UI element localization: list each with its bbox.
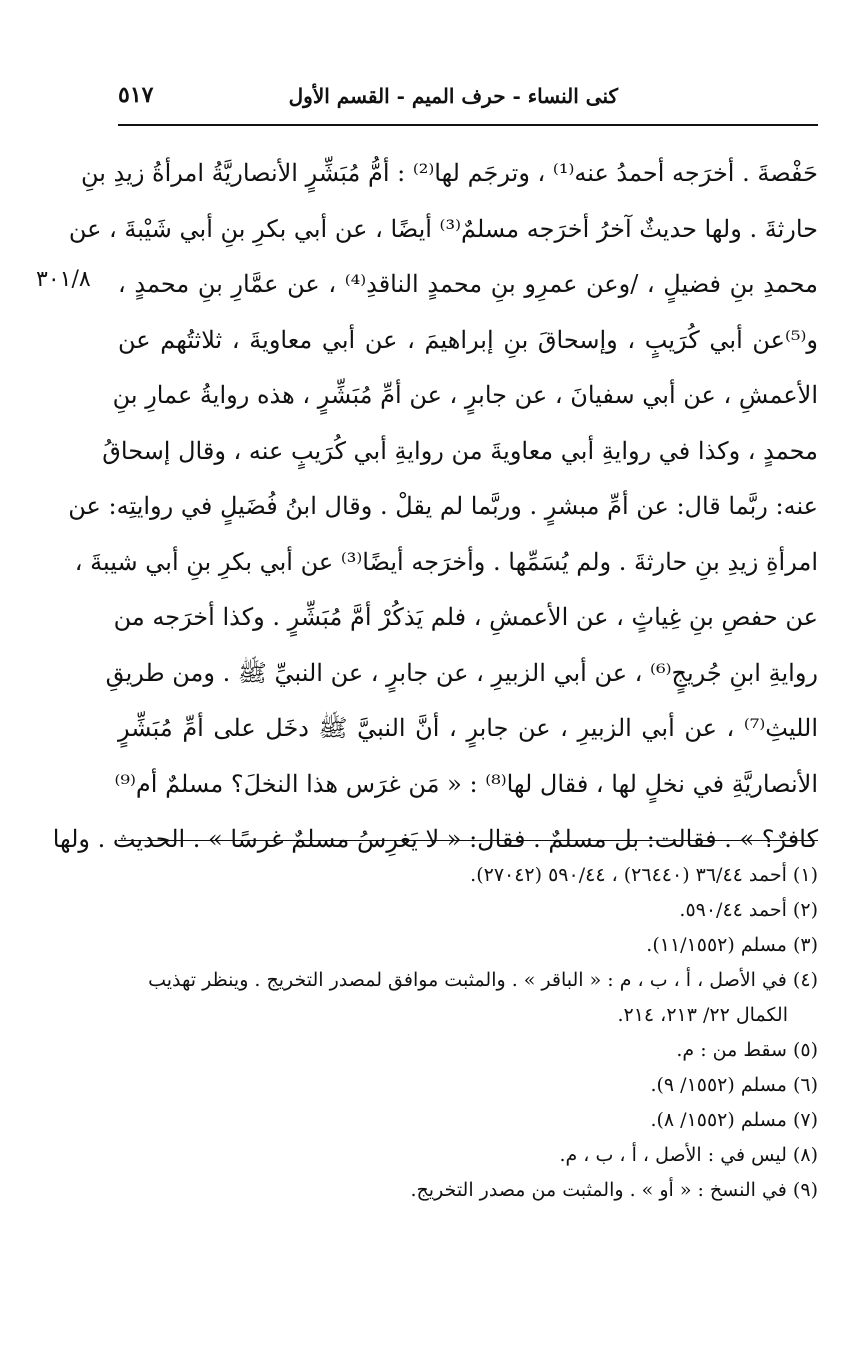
text-line: محمدِ بنِ فضيلٍ ، /وعن عمرِو بنِ محمدٍ الناقدِ⁽⁴⁾ ، عن عمَّارِ بنِ محمدٍ ، — [118, 270, 818, 298]
footnote: (٤) في الأصل ، أ ، ب ، م : « الباقر » . والمثبت موافق لمصدر التخريج . وينظر تهذيب — [148, 969, 818, 991]
text-line: كافرٌ؟ » . فقالت: بل مسلمٌ . فقال: « لا يَغرِسُ مسلمٌ غرسًا » . الحديث . ولها — [52, 825, 818, 853]
footnote: (٩) في النسخ : « أو » . والمثبت من مصدر التخريج. — [410, 1179, 818, 1201]
footnote: (١) أحمد ٣٦/٤٤ (٢٦٤٤٠) ، ٥٩٠/٤٤ (٢٧٠٤٢). — [470, 864, 818, 886]
margin-reference: ٣٠١/٨ — [36, 267, 91, 292]
text-line: عنه: ربَّما قال: عن أمِّ مبشرٍ . وربَّما لم يقلْ . وقال ابنُ فُضَيلٍ في روايتِه: عن — [68, 492, 818, 520]
footnote: (٥) سقط من : م. — [676, 1039, 818, 1061]
text-line: الليثِ⁽⁷⁾ ، عن أبي الزبيرِ ، عن جابرٍ ، أنَّ النبيَّ ﷺ دخَل على أمِّ مُبَشِّرٍ — [118, 714, 818, 742]
footnote-separator — [118, 840, 818, 841]
text-line: الأنصاريَّةِ في نخلٍ لها ، فقال لها⁽⁸⁾ : « مَن غرَس هذا النخلَ؟ مسلمٌ أم⁽⁹⁾ — [114, 769, 818, 798]
page-number: ٥١٧ — [118, 82, 154, 108]
text-line: محمدٍ ، وكذا في روايةِ أبي معاويةَ من روايةِ أبي كُرَيبٍ عنه ، وقال إسحاقُ — [102, 436, 818, 465]
footnotes — [118, 858, 818, 1208]
footnote: (٢) أحمد ٥٩٠/٤٤. — [679, 899, 818, 921]
text-line: و⁽⁵⁾عن أبي كُرَيبٍ ، وإسحاقَ بنِ إبراهيمَ ، عن أبي معاويةَ ، ثلاثتُهم عن — [118, 325, 818, 354]
text-line: الأعمشِ ، عن أبي سفيانَ ، عن جابرٍ ، عن أمِّ مُبَشِّرٍ ، هذه روايةُ عمارِ بنِ — [112, 381, 818, 409]
text-line: حارثةَ . ولها حديثٌ آخرُ أخرَجه مسلمٌ⁽³⁾ أيضًا ، عن أبي بكرِ بنِ أبي شَيْبةَ ، عن — [68, 214, 818, 243]
running-title: كنى النساء - حرف الميم - القسم الأول — [288, 84, 618, 108]
footnote-continuation: الكمال ٢٢/ ٢١٣، ٢١٤. — [617, 1004, 788, 1026]
footnote: (٨) ليس في : الأصل ، أ ، ب ، م. — [559, 1144, 818, 1166]
text-line: روايةِ ابنِ جُريجٍ⁽⁶⁾ ، عن أبي الزبيرِ ، عن جابرٍ ، عن النبيِّ ﷺ . ومن طريقِ — [105, 658, 818, 687]
footnote: (٧) مسلم (١٥٥٢/ ٨). — [650, 1109, 818, 1131]
text-line: عن حفصِ بنِ غِياثٍ ، عن الأعمشِ ، فلم يَذكُرْ أمَّ مُبَشِّرٍ . وكذا أخرَجه من — [113, 603, 818, 631]
running-head — [118, 78, 818, 118]
text-line: حَفْصةَ . أخرَجه أحمدُ عنه⁽¹⁾ ، وترجَم لها⁽²⁾ : أمُّ مُبَشِّرٍ الأنصاريَّةُ امرأةُ زيدِ بنِ — [80, 159, 818, 187]
text-line: امرأةِ زيدِ بنِ حارثةَ . ولم يُسَمِّها . وأخرَجه أيضًا⁽³⁾ عن أبي بكرِ بنِ أبي شيبةَ ، — [74, 547, 818, 576]
header-rule — [118, 124, 818, 126]
footnote: (٣) مسلم (١١/١٥٥٢). — [646, 934, 818, 956]
footnote: (٦) مسلم (١٥٥٢/ ٩). — [650, 1074, 818, 1096]
